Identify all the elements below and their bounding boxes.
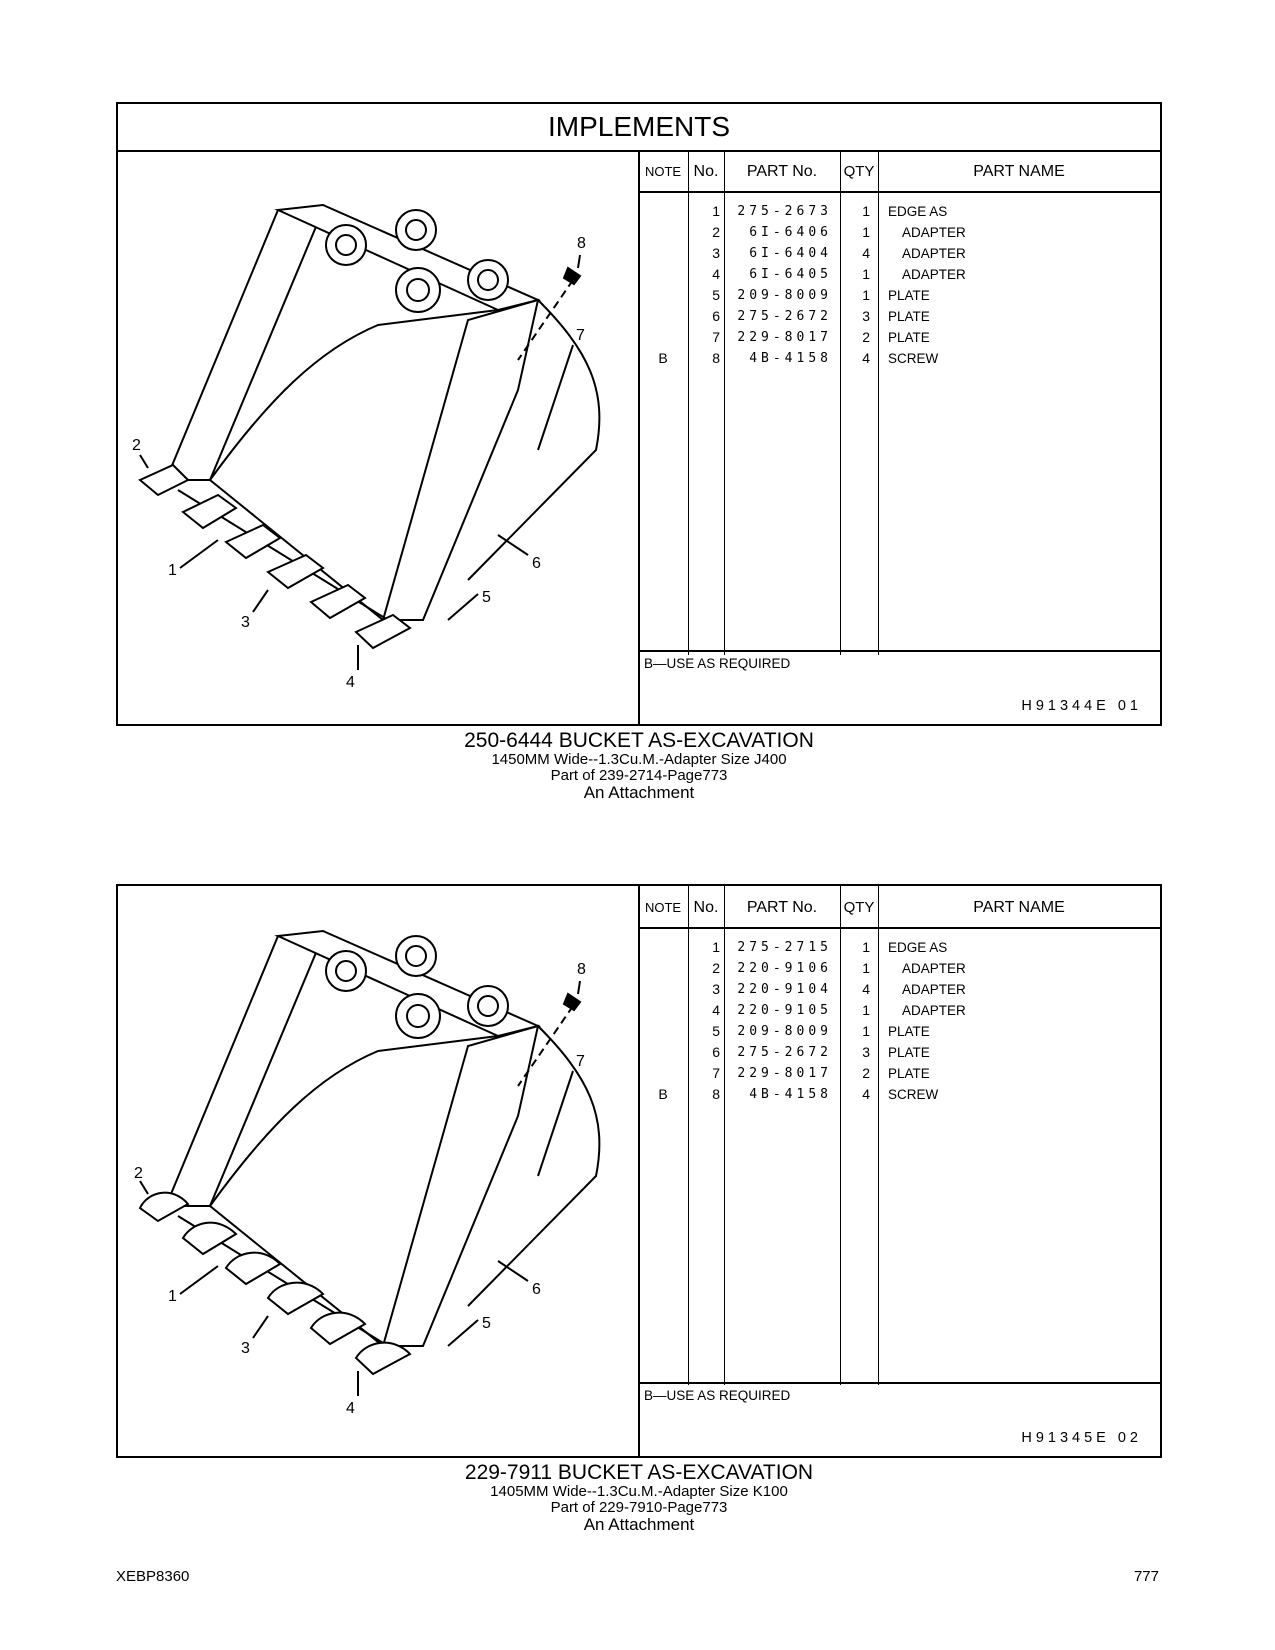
part-name-cell: PLATE — [888, 1066, 930, 1081]
part-number-cell: 275-2673 — [737, 204, 832, 219]
quantity-cell: 3 — [862, 308, 870, 324]
caption-title: 229-7911 BUCKET AS-EXCAVATION — [464, 1461, 814, 1484]
table-header — [638, 886, 1160, 929]
part-name-cell: PLATE — [888, 288, 930, 303]
part-name-cell: ADAPTER — [902, 225, 966, 240]
table-row — [638, 1063, 1160, 1084]
item-number-cell: 1 — [712, 203, 720, 219]
item-number-cell: 2 — [712, 960, 720, 976]
table-row — [638, 1000, 1160, 1021]
footnote: B—USE AS REQUIRED — [644, 1388, 791, 1403]
caption-attachment: An Attachment — [583, 1515, 695, 1534]
callout-6: 6 — [532, 1281, 541, 1298]
quantity-cell: 2 — [862, 1065, 870, 1081]
part-name-cell: SCREW — [888, 351, 939, 366]
page-number: 777 — [1133, 1568, 1159, 1585]
caption-1 — [116, 730, 1162, 801]
item-number-cell: 2 — [712, 224, 720, 240]
part-name-cell: ADAPTER — [902, 961, 966, 976]
callout-1: 1 — [168, 1288, 177, 1305]
callout-8: 8 — [577, 235, 586, 252]
header-part-name: PART NAME — [973, 899, 1065, 916]
table-row — [638, 222, 1160, 243]
caption-2 — [116, 1462, 1162, 1533]
table-row — [638, 937, 1160, 958]
part-name-cell: ADAPTER — [902, 246, 966, 261]
header-qty: QTY — [843, 899, 875, 916]
item-number-cell: 7 — [712, 329, 720, 345]
part-number-cell: 275-2715 — [737, 940, 832, 955]
callout-5: 5 — [482, 589, 491, 606]
quantity-cell: 1 — [862, 224, 870, 240]
table-footer — [638, 1382, 1160, 1456]
item-number-cell: 6 — [712, 308, 720, 324]
quantity-cell: 4 — [862, 245, 870, 261]
part-number-cell: 220-9104 — [737, 982, 832, 997]
table-footer — [638, 650, 1160, 724]
item-number-cell: 7 — [712, 1065, 720, 1081]
note-cell: B — [658, 1086, 668, 1102]
illustration-code: H91345E 02 — [1021, 1430, 1142, 1446]
bucket-illustration-2 — [118, 886, 640, 1456]
part-name-cell: ADAPTER — [902, 267, 966, 282]
callout-8: 8 — [577, 961, 586, 978]
quantity-cell: 2 — [862, 329, 870, 345]
header-part-no: PART No. — [746, 899, 818, 916]
note-cell: B — [658, 350, 668, 366]
part-number-cell: 209-8009 — [737, 288, 832, 303]
part-name-cell: EDGE AS — [888, 204, 948, 219]
quantity-cell: 1 — [862, 203, 870, 219]
callout-5: 5 — [482, 1315, 491, 1332]
caption-spec: 1450MM Wide--1.3Cu.M.-Adapter Size J400 — [491, 751, 787, 768]
callout-4: 4 — [346, 674, 355, 691]
table-row — [638, 979, 1160, 1000]
table-row — [638, 348, 1160, 369]
quantity-cell: 4 — [862, 350, 870, 366]
table-row — [638, 1021, 1160, 1042]
part-number-cell: 6I-6406 — [749, 225, 832, 240]
parts-panel-1 — [116, 102, 1162, 726]
part-number-cell: 6I-6405 — [749, 267, 832, 282]
table-row — [638, 201, 1160, 222]
part-number-cell: 275-2672 — [737, 309, 832, 324]
header-part-name: PART NAME — [973, 163, 1065, 180]
bucket-drawing-1 — [118, 150, 638, 724]
parts-table-1 — [638, 150, 1160, 724]
table-header — [638, 150, 1160, 193]
part-name-cell: PLATE — [888, 330, 930, 345]
callout-7: 7 — [576, 1053, 585, 1070]
item-number-cell: 5 — [712, 287, 720, 303]
quantity-cell: 1 — [862, 266, 870, 282]
quantity-cell: 1 — [862, 1002, 870, 1018]
item-number-cell: 8 — [712, 350, 720, 366]
callout-2: 2 — [134, 1165, 143, 1182]
quantity-cell: 1 — [862, 960, 870, 976]
item-number-cell: 3 — [712, 981, 720, 997]
part-name-cell: PLATE — [888, 1045, 930, 1060]
item-number-cell: 4 — [712, 1002, 720, 1018]
part-number-cell: 220-9105 — [737, 1003, 832, 1018]
part-number-cell: 275-2672 — [737, 1045, 832, 1060]
caption-attachment: An Attachment — [583, 783, 695, 802]
part-number-cell: 229-8017 — [737, 330, 832, 345]
callout-7: 7 — [576, 327, 585, 344]
item-number-cell: 1 — [712, 939, 720, 955]
part-number-cell: 209-8009 — [737, 1024, 832, 1039]
footnote: B—USE AS REQUIRED — [644, 656, 791, 671]
item-number-cell: 5 — [712, 1023, 720, 1039]
quantity-cell: 4 — [862, 981, 870, 997]
caption-spec: 1405MM Wide--1.3Cu.M.-Adapter Size K100 — [490, 1483, 788, 1500]
header-no: No. — [693, 163, 719, 180]
item-number-cell: 4 — [712, 266, 720, 282]
quantity-cell: 1 — [862, 939, 870, 955]
callout-2: 2 — [132, 437, 141, 454]
header-note: NOTE — [644, 164, 682, 179]
callout-4: 4 — [346, 1400, 355, 1417]
illustration-code: H91344E 01 — [1021, 698, 1142, 714]
part-name-cell: PLATE — [888, 1024, 930, 1039]
table-row — [638, 1042, 1160, 1063]
table-row — [638, 285, 1160, 306]
callout-1: 1 — [168, 562, 177, 579]
part-name-cell: PLATE — [888, 309, 930, 324]
header-no: No. — [693, 899, 719, 916]
item-number-cell: 6 — [712, 1044, 720, 1060]
quantity-cell: 4 — [862, 1086, 870, 1102]
table-row — [638, 306, 1160, 327]
quantity-cell: 3 — [862, 1044, 870, 1060]
quantity-cell: 1 — [862, 287, 870, 303]
parts-table-2 — [638, 886, 1160, 1456]
part-name-cell: ADAPTER — [902, 1003, 966, 1018]
table-row — [638, 1084, 1160, 1105]
table-row — [638, 958, 1160, 979]
section-title: IMPLEMENTS — [118, 104, 1160, 152]
table-row — [638, 243, 1160, 264]
part-number-cell: 4B-4158 — [749, 1087, 832, 1102]
part-name-cell: EDGE AS — [888, 940, 948, 955]
header-qty: QTY — [843, 163, 875, 180]
table-row — [638, 264, 1160, 285]
caption-part-of: Part of 229-7910-Page773 — [550, 1499, 728, 1516]
quantity-cell: 1 — [862, 1023, 870, 1039]
item-number-cell: 8 — [712, 1086, 720, 1102]
bucket-drawing-2 — [118, 886, 638, 1456]
part-number-cell: 4B-4158 — [749, 351, 832, 366]
part-name-cell: ADAPTER — [902, 982, 966, 997]
bucket-illustration-1 — [118, 150, 640, 724]
caption-title: 250-6444 BUCKET AS-EXCAVATION — [464, 729, 814, 752]
parts-panel-2 — [116, 884, 1162, 1458]
document-id: XEBP8360 — [116, 1568, 190, 1585]
item-number-cell: 3 — [712, 245, 720, 261]
caption-part-of: Part of 239-2714-Page773 — [550, 767, 728, 784]
part-number-cell: 220-9106 — [737, 961, 832, 976]
header-note: NOTE — [644, 900, 682, 915]
part-name-cell: SCREW — [888, 1087, 939, 1102]
callout-3: 3 — [241, 614, 250, 631]
table-row — [638, 327, 1160, 348]
callout-6: 6 — [532, 555, 541, 572]
header-part-no: PART No. — [746, 163, 818, 180]
part-number-cell: 6I-6404 — [749, 246, 832, 261]
part-number-cell: 229-8017 — [737, 1066, 832, 1081]
callout-3: 3 — [241, 1340, 250, 1357]
